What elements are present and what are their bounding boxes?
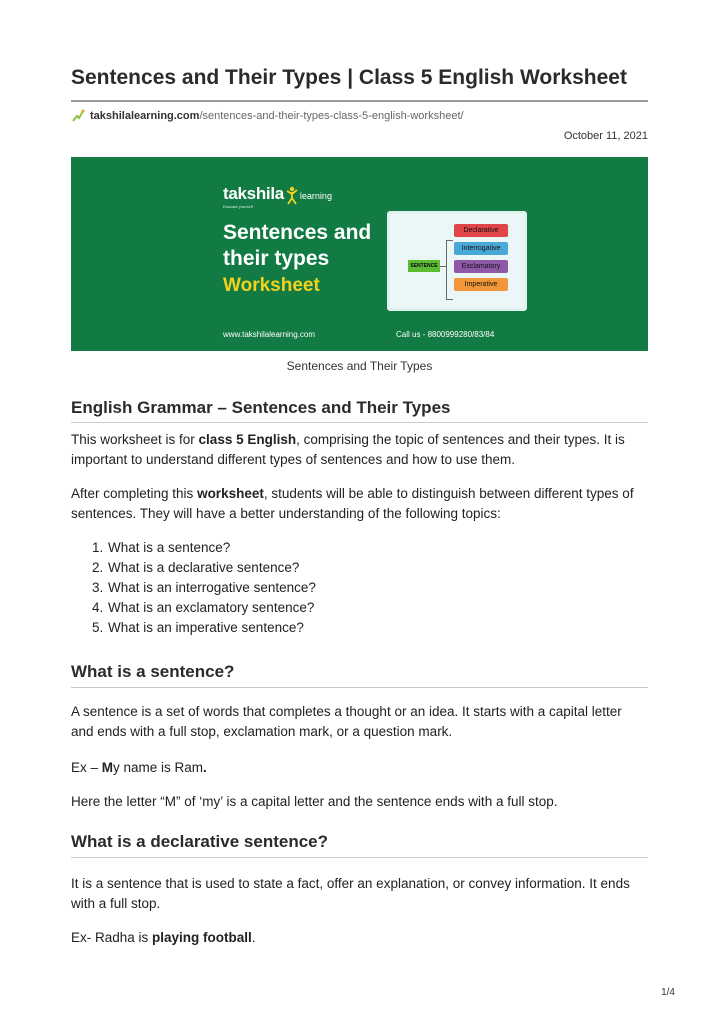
banner-phone: Call us - 8800999280/83/84 — [396, 330, 495, 339]
image-caption: Sentences and Their Types — [286, 359, 433, 373]
outcome-text-bold: worksheet — [197, 486, 264, 501]
example-text: y name is Ram — [113, 760, 204, 775]
outcome-text-c: , students will be able to distinguish between different types of sentences. They will have a better understanding of the following topics: — [71, 486, 634, 521]
section-divider — [71, 422, 648, 423]
declarative-example-bold: playing football — [152, 930, 252, 945]
section-heading-declarative: What is a declarative sentence? — [71, 832, 328, 851]
person-jumping-icon — [285, 186, 299, 206]
list-item: 5. What is an imperative sentence? — [107, 618, 316, 638]
diagram-hub: SENTENCE — [408, 260, 440, 272]
intro-text-a: This worksheet is for — [71, 432, 199, 447]
diagram-item-declarative: Declarative — [454, 224, 508, 237]
source-path[interactable]: /sentences-and-their-types-class-5-english-worksheet/ — [199, 110, 464, 122]
sentence-explanation: Here the letter “M” of ‘my’ is a capital letter and the sentence ends with a full stop. — [71, 794, 558, 809]
list-item: 2. What is a declarative sentence? — [107, 558, 316, 578]
banner-subheading: Worksheet — [223, 275, 320, 296]
declarative-example-suffix: . — [251, 930, 256, 945]
example-capital: M — [101, 760, 114, 775]
outcome-paragraph — [71, 484, 648, 524]
banner-image — [71, 157, 648, 351]
topics-list — [71, 538, 316, 638]
brand-logo — [223, 184, 332, 204]
sentence-definition: A sentence is a set of words that completes a thought or an idea. It starts with a capital letter and ends with a full stop, exclamation mark, or a question mark. — [71, 704, 622, 739]
page-number: 1/4 — [661, 987, 675, 998]
list-item: 3. What is an interrogative sentence? — [107, 578, 316, 598]
section-heading-grammar: English Grammar – Sentences and Their Types — [71, 398, 451, 417]
intro-paragraph — [71, 430, 648, 470]
banner-website: www.takshilalearning.com — [223, 330, 316, 339]
takshila-logo-icon — [71, 109, 85, 123]
declarative-example-prefix: Ex- Radha is — [71, 930, 153, 945]
intro-text-bold: class 5 English — [198, 432, 297, 447]
section-divider — [71, 687, 648, 688]
diagram-connector — [446, 240, 453, 300]
list-item: 1. What is a sentence? — [107, 538, 316, 558]
outcome-text-a: After completing this — [71, 486, 198, 501]
page-title: Sentences and Their Types | Class 5 English Worksheet — [71, 66, 627, 89]
intro-text-c: , comprising the topic of sentences and their types. It is important to understand different types of sentences and how to use them. — [71, 432, 625, 467]
brand-name-part1: takshila — [223, 184, 284, 203]
declarative-example — [71, 928, 648, 948]
sentence-example — [71, 758, 648, 778]
example-prefix: Ex – — [71, 760, 102, 775]
diagram-item-imperative: Imperative — [454, 278, 508, 291]
section-divider — [71, 857, 648, 858]
diagram-item-interrogative: Interrogative — [454, 242, 508, 255]
diagram-hub-line — [440, 266, 446, 267]
source-link[interactable] — [71, 109, 464, 123]
banner-heading: Sentences and their types — [223, 221, 372, 270]
declarative-definition: It is a sentence that is used to state a fact, offer an explanation, or convey information. It ends with a full stop. — [71, 876, 630, 911]
brand-tagline: Educate yourself — [223, 204, 253, 209]
example-stop: . — [203, 760, 207, 775]
diagram-item-exclamatory: Exclamatory — [454, 260, 508, 273]
brand-name-part2: learning — [299, 191, 332, 201]
source-domain[interactable]: takshilalearning.com — [90, 110, 200, 122]
publish-date: October 11, 2021 — [563, 130, 648, 142]
title-divider — [71, 100, 648, 102]
sentence-types-diagram — [387, 211, 527, 311]
list-item: 4. What is an exclamatory sentence? — [107, 598, 316, 618]
section-heading-sentence: What is a sentence? — [71, 662, 235, 681]
